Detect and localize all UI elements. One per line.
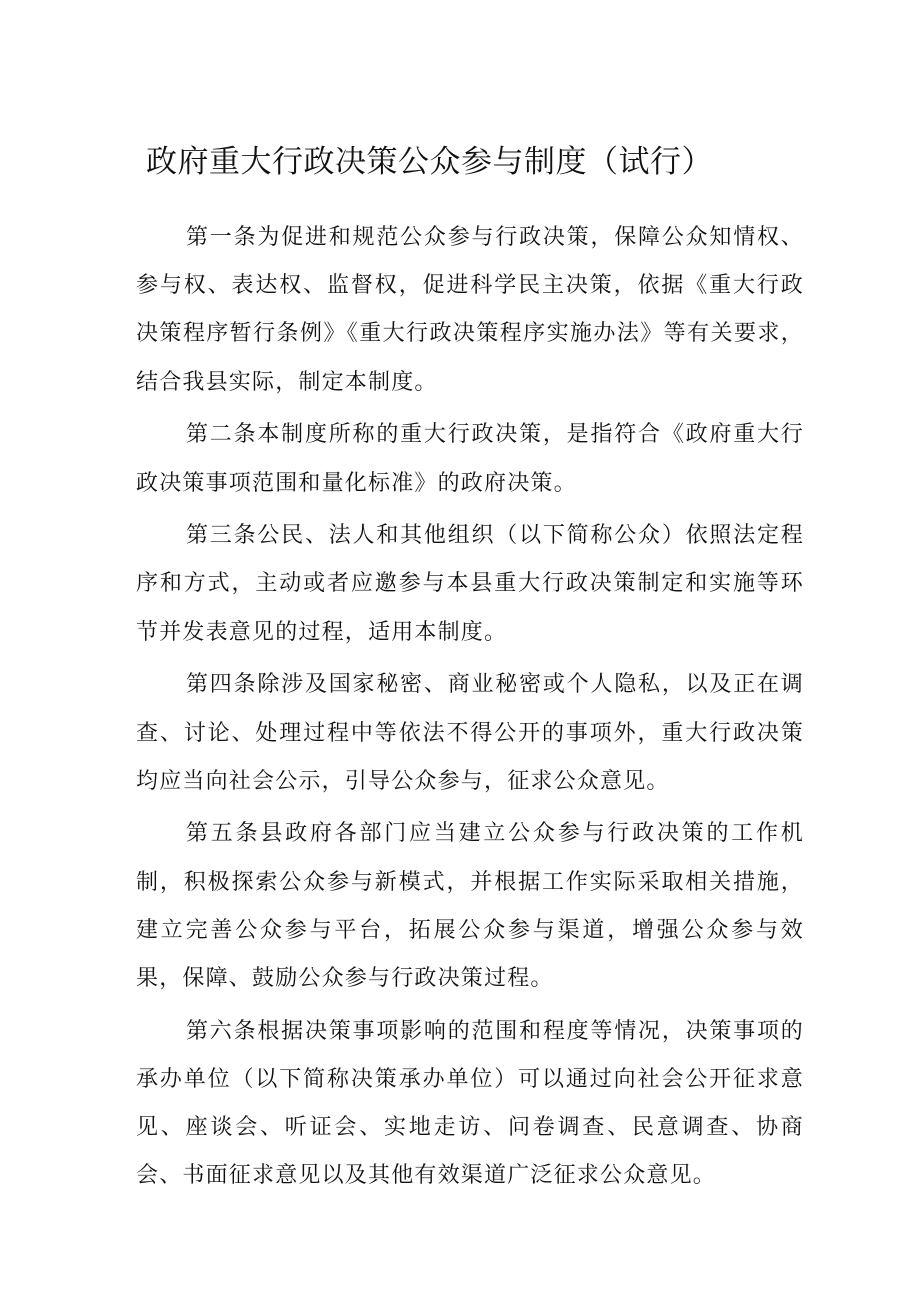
article-3: 第三条公民、法人和其他组织（以下简称公众）依照法定程序和方式，主动或者应邀参与本县重大行政决策制定和实施等环节并发表意见的过程，适用本制度。 xyxy=(136,523,804,645)
article-2: 第二条本制度所称的重大行政决策，是指符合《政府重大行政决策事项范围和量化标准》的政府决策。 xyxy=(136,422,804,496)
article-4: 第四条除涉及国家秘密、商业秘密或个人隐私，以及正在调查、讨论、处理过程中等依法不得公开的事项外，重大行政决策均应当向社会公示，引导公众参与，征求公众意见。 xyxy=(136,672,804,794)
article-1: 第一条为促进和规范公众参与行政决策，保障公众知情权、参与权、表达权、监督权，促进科学民主决策，依据《重大行政决策程序暂行条例》《重大行政决策程序实施办法》等有关要求，结合我县实际，制定本制度。 xyxy=(136,225,804,395)
document-title: 政府重大行政决策公众参与制度（试行） xyxy=(146,144,713,180)
article-6: 第六条根据决策事项影响的范围和程度等情况，决策事项的承办单位（以下简称决策承办单位）可以通过向社会公开征求意见、座谈会、听证会、实地走访、问卷调查、民意调查、协商会、书面征求意见以及其他有效渠道广泛征求公众意见。 xyxy=(136,1018,804,1189)
document-body xyxy=(136,214,804,1205)
article-5: 第五条县政府各部门应当建立公众参与行政决策的工作机制，积极探索公众参与新模式，并根据工作实际采取相关措施，建立完善公众参与平台，拓展公众参与渠道，增强公众参与效果，保障、鼓励公众参与行政决策过程。 xyxy=(136,821,804,992)
